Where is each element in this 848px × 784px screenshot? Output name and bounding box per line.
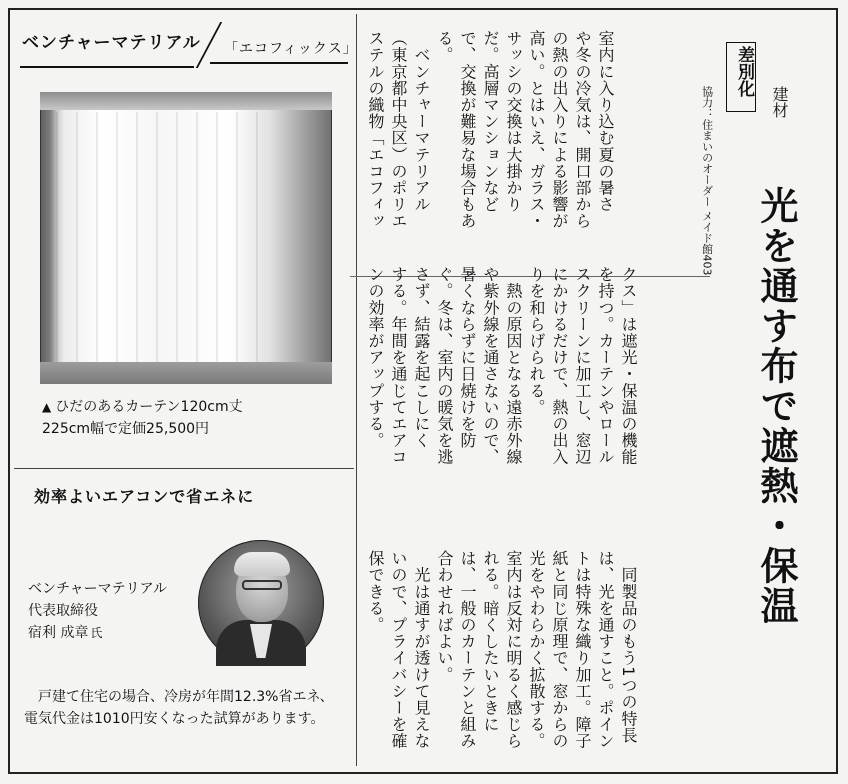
- category-tag-2: 建材: [770, 86, 789, 118]
- product-name: 「エコフィックス」: [224, 41, 358, 57]
- person-credit: [28, 578, 167, 644]
- section-title: 効率よいエアコンで省エネに: [34, 487, 255, 506]
- portrait-hair: [234, 552, 290, 576]
- person-honorific: 氏: [90, 626, 103, 640]
- article-body: [356, 30, 728, 764]
- curtain-folds: [56, 112, 270, 378]
- triangle-icon: ▲: [42, 400, 52, 414]
- person-name-line: [28, 622, 167, 644]
- caption-line-1: ▲ ひだのあるカーテン120cm丈: [42, 399, 243, 415]
- brand-name: ベンチャーマテリアル: [22, 33, 201, 53]
- article-block-3: 同製品のもう1つの特長 は、光を通すこと。ポイン トは特殊な織り加工。障子 紙と同じ原理で、窓からの 光をやわらかく拡散する。 室内は反対に明るく感じら れる。暗くしたいときに は、一般のカーテンと組み 合わせればよい。 光は通すが透けて見えな いので、プライバシーを確 保できる。: [366, 550, 638, 750]
- headline: 光を通す布で遮熱・保温: [754, 186, 798, 626]
- curtain-rail: [40, 92, 332, 110]
- person-company: ベンチャーマテリアル: [28, 581, 168, 597]
- brand-rule: [20, 66, 194, 68]
- portrait-glasses: [242, 580, 282, 590]
- left-divider: [14, 468, 354, 469]
- photo-caption: [42, 396, 243, 440]
- portrait-photo: [198, 540, 324, 666]
- caption-line-2: 225cm幅で定価25,500円: [42, 421, 210, 437]
- article-block-1: 室内に入り込む夏の暑さ や冬の冷気は、開口部から の熱の出入りによる影響が 高い。とはいえ、ガラス・ サッシの交換は大掛かり だ。高層マンションなど で、交換が難易な場合もあ る。 ベンチャーマテリアル （東京都中央区）のポリエ ステルの織物「エコフィッ: [366, 30, 615, 230]
- curtain-floor: [40, 362, 332, 384]
- category-tag: 差別化: [734, 46, 754, 97]
- person-name: 宿利 成章: [28, 625, 89, 641]
- product-rule: [210, 62, 348, 64]
- cooperation-credit: 協力：住まいのオーダー メイド館403: [700, 86, 714, 276]
- person-role: 代表取締役: [28, 603, 98, 619]
- note-text: 戸建て住宅の場合、冷房が年間12.3%省エネ、電気代金は1010円安くなった試算があります。: [24, 689, 334, 727]
- article-block-2: クス」は遮光・保温の機能 を持つ。カーテンやロール スクリーンに加工し、窓辺 にかけるだけで、熱の出入 りを和らげられる。 熱の原因となる遠赤外線 や紫外線を通さないので、 暑くならずに日焼けを防 ぐ。冬は、室内の暖気を逃 さず、結露を起こしにく する。年間を通じてエアコ ンの効率がアップする。: [366, 266, 638, 466]
